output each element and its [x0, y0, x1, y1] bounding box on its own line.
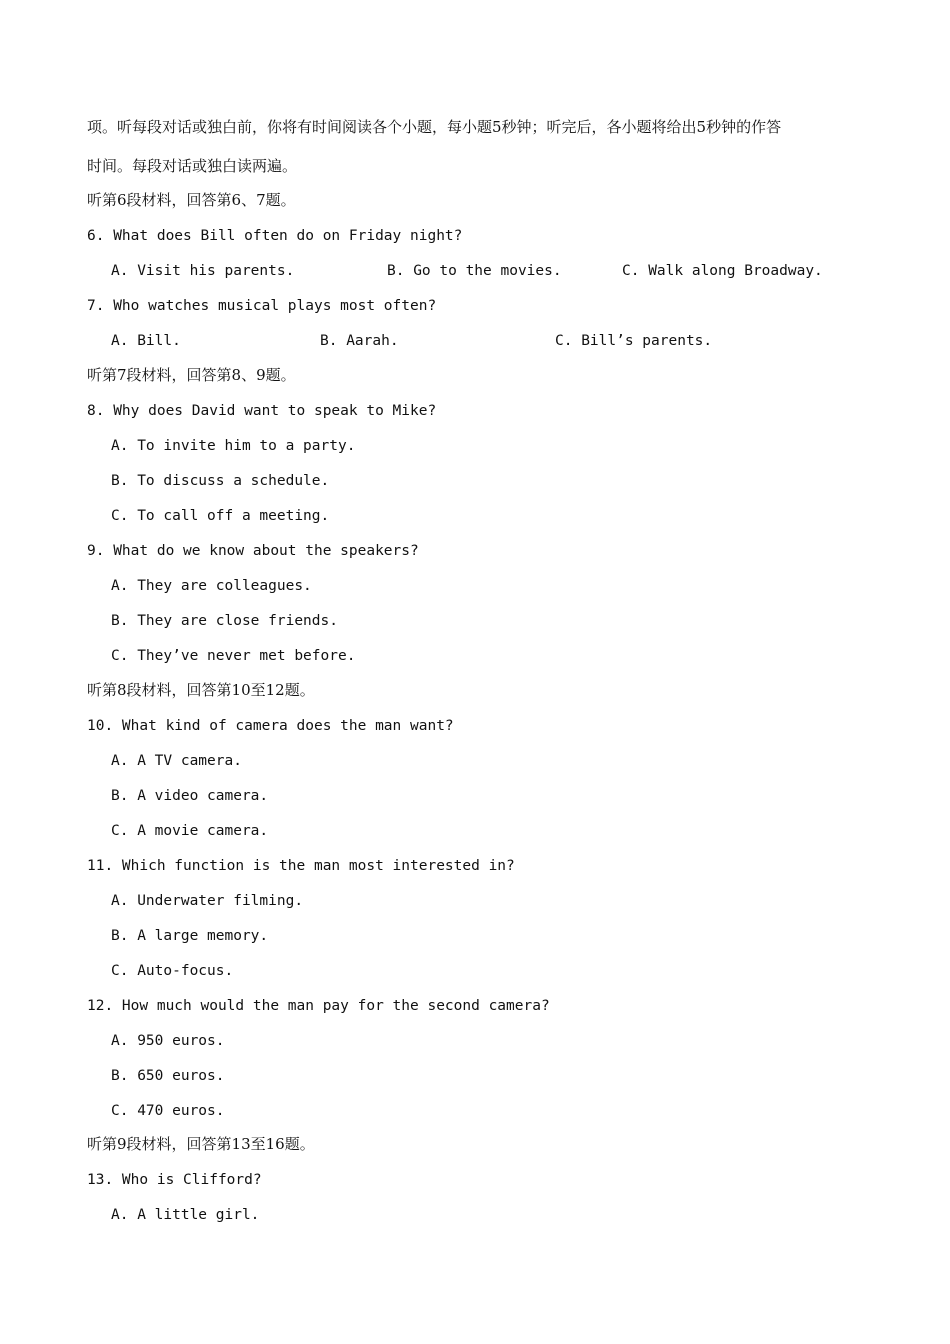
question-6: 6. What does Bill often do on Friday night?	[87, 228, 463, 244]
instructions-line-1: 项。听每段对话或独白前，你将有时间阅读各个小题，每小题5秒钟；听完后，各小题将给出5秒钟的作答	[87, 118, 782, 136]
question-9-option-b: B. They are close friends.	[111, 613, 338, 629]
question-13-option-a: A. A little girl.	[111, 1207, 260, 1223]
section-heading-7: 听第7段材料，回答第8、9题。	[87, 366, 296, 384]
question-10-option-c: C. A movie camera.	[111, 823, 269, 839]
question-12-option-a: A. 950 euros.	[111, 1033, 225, 1049]
question-11-option-b: B. A large memory.	[111, 928, 269, 944]
question-10: 10. What kind of camera does the man want?	[87, 718, 454, 734]
question-9: 9. What do we know about the speakers?	[87, 543, 419, 559]
question-8-option-c: C. To call off a meeting.	[111, 508, 330, 524]
question-10-option-b: B. A video camera.	[111, 788, 269, 804]
question-8: 8. Why does David want to speak to Mike?	[87, 403, 437, 419]
section-heading-8: 听第8段材料，回答第10至12题。	[87, 681, 315, 699]
question-10-option-a: A. A TV camera.	[111, 753, 242, 769]
question-8-option-b: B. To discuss a schedule.	[111, 473, 330, 489]
question-6-option-b: B. Go to the movies.	[387, 263, 562, 279]
question-8-option-a: A. To invite him to a party.	[111, 438, 356, 454]
question-9-option-c: C. They’ve never met before.	[111, 648, 356, 664]
question-7-option-a: A. Bill.	[111, 333, 181, 349]
section-heading-9: 听第9段材料，回答第13至16题。	[87, 1135, 315, 1153]
question-6-option-c: C. Walk along Broadway.	[622, 263, 823, 279]
section-heading-6: 听第6段材料，回答第6、7题。	[87, 191, 296, 209]
question-7-option-b: B. Aarah.	[320, 333, 399, 349]
question-11-option-c: C. Auto-focus.	[111, 963, 234, 979]
question-12: 12. How much would the man pay for the second camera?	[87, 998, 550, 1014]
question-11: 11. Which function is the man most interested in?	[87, 858, 515, 874]
question-13: 13. Who is Clifford?	[87, 1172, 262, 1188]
question-7-option-c: C. Bill’s parents.	[555, 333, 713, 349]
question-6-option-a: A. Visit his parents.	[111, 263, 295, 279]
question-12-option-c: C. 470 euros.	[111, 1103, 225, 1119]
question-11-option-a: A. Underwater filming.	[111, 893, 304, 909]
instructions-line-2: 时间。每段对话或独白读两遍。	[87, 157, 298, 175]
question-7: 7. Who watches musical plays most often?	[87, 298, 437, 314]
question-9-option-a: A. They are colleagues.	[111, 578, 312, 594]
question-12-option-b: B. 650 euros.	[111, 1068, 225, 1084]
